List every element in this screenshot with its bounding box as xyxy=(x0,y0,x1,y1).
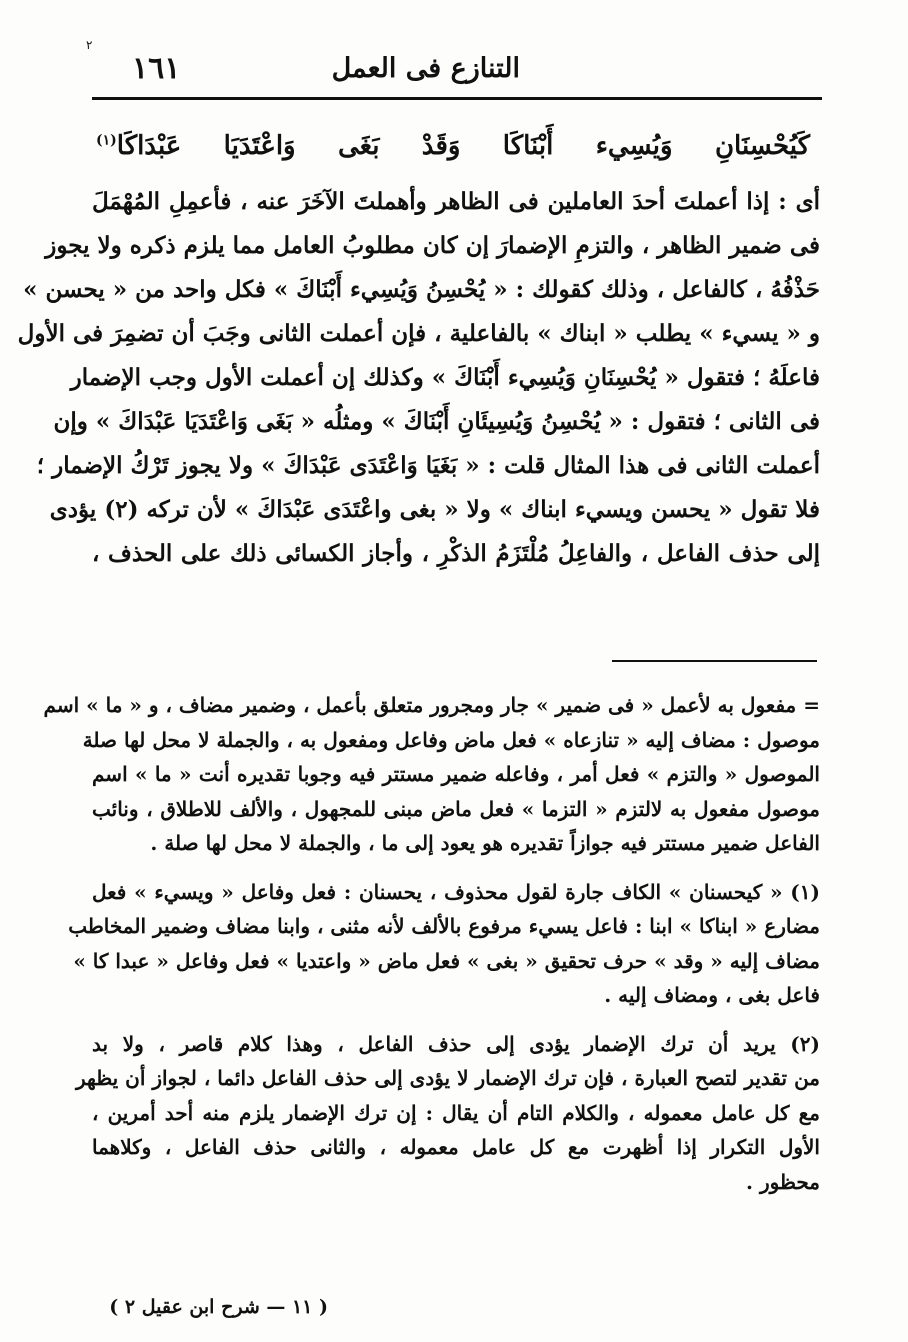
footnote-marker: (١) xyxy=(96,132,117,149)
page-footer: ( ١١ — شرح ابن عقيل ٢ ) xyxy=(109,1296,328,1318)
footnotes xyxy=(43,688,820,1199)
verse-word: وَقَدْ xyxy=(421,131,461,161)
verse-word: بَغَى xyxy=(337,131,380,161)
text-line: أعملت الثانى فى هذا المثال قلت : « بَغَيَا وَاعْتَدَى عَبْدَاكَ » ولا يجوز تَرْكُ الإضمار ؛ xyxy=(36,452,820,479)
page-header xyxy=(92,45,820,93)
footnote-line: موصول : مضاف إليه « تنازعاه » فعل ماض وفاعل ومفعول به ، والجملة لا محل لها صلة xyxy=(82,727,820,752)
footnote-line: الموصول « والتزم » فعل أمر ، وفاعله ضمير مستتر فيه وجوبا تقديره أنت « ما » اسم xyxy=(92,762,820,786)
footnote-line: موصول مفعول به لالتزم « التزما » فعل ماض مبنى للمجهول ، والألف للاطلاق ، ونائب xyxy=(92,796,820,821)
footnote-line: (٢) يريد أن ترك الإضمار يؤدى إلى حذف الفاعل ، وهذا كلام قاصر ، ولا بد xyxy=(92,1031,820,1056)
footnote-1 xyxy=(68,875,820,1013)
text-line: حَذْفُهُ ، كالفاعل ، وذلك كقولك : « يُحْسِنُ وَيُسِيء أَبْنَاكَ » فكل واحد من « يحسن » xyxy=(23,276,820,303)
verse-word: وَيُسِيء xyxy=(595,131,673,161)
footnote-line: مضاف إليه « وقد » حرف تحقيق « بغى » فعل ماض « واعتديا » فعل وفاعل « عبدا كا » xyxy=(73,948,820,973)
footnote-line: مع كل عامل معموله ، والكلام التام أن يقال : إن ترك الإضمار يلزم منه أحد أمرين ، xyxy=(92,1100,820,1125)
text-line: و « يسيء » يطلب « ابناك » بالفاعلية ، فإن أعملت الثانى وجَبَ أن تضمِرَ فى الأول xyxy=(17,320,820,347)
text-line: فاعلَهُ ؛ فتقول « يُحْسِنَانِ وَيُسِيء أَبْنَاكَ » وكذلك إن أعملت الأول وجب الإضمار xyxy=(70,364,820,391)
page-number: ١٦١ xyxy=(132,51,181,86)
verse-word-with-marker xyxy=(96,131,181,161)
verse-word: أَبْنَاكَا xyxy=(502,131,554,161)
corner-mark: ٢ xyxy=(86,38,93,52)
verse-word: كَيُحْسِنَانِ xyxy=(714,131,810,161)
main-text xyxy=(17,180,820,576)
footnote-line: (١) « كيحسنان » الكاف جارة لقول محذوف ، يحسنان : فعل وفاعل « ويسيء » فعل xyxy=(92,879,820,904)
footnote-line: فاعل بغى ، ومضاف إليه . xyxy=(604,983,820,1007)
text-line: إلى حذف الفاعل ، والفاعِلُ مُلْتَزَمُ الذكْرِ ، وأجاز الكسائى ذلك على الحذف ، xyxy=(92,540,820,567)
footnote-continued xyxy=(43,688,820,861)
text-line: فى الثانى ؛ فتقول : « يُحْسِنُ وَيُسِيئَانِ أَبْنَاكَ » ومثلُه « بَغَى وَاعْتَدَيَا عَبْدَاكَ » وإن xyxy=(53,408,820,435)
footnote-2 xyxy=(75,1027,820,1200)
footnote-line: مضارع « ابناكا » ابنا : فاعل يسيء مرفوع بالألف لأنه مثنى ، وابنا مضاف وضمير المخاطب xyxy=(68,914,820,938)
header-rule xyxy=(92,97,822,100)
text-line: أى : إذا أعملتَ أحدَ العاملين فى الظاهر وأهملتَ الآخَرَ عنه ، فأعمِلِ المُهْمَلَ xyxy=(92,188,820,215)
footnote-line: = مفعول به لأعمل « فى ضمير » جار ومجرور متعلق بأعمل ، وضمير مضاف ، و « ما » اسم xyxy=(43,693,820,717)
footnote-line: الأول التكرار إذا أظهرت مع كل عامل معموله ، والثانى حذف الفاعل ، وكلاهما xyxy=(92,1135,820,1159)
text-line: فلا تقول « يحسن ويسيء ابناك » ولا « بغى واعْتَدَى عَبْدَاكَ » لأن تركه (٢) يؤدى xyxy=(49,496,820,523)
page-title: التنازع فى العمل xyxy=(331,53,520,84)
footnote-line: الفاعل ضمير مستتر فيه جوازاً تقديره هو يعود إلى ما ، والجملة لا محل لها صلة . xyxy=(150,831,820,855)
verse-word: وَاعْتَدَيَا xyxy=(223,131,296,161)
footnote-separator xyxy=(612,660,817,662)
verse-line xyxy=(96,118,810,174)
footnote-line: محظور . xyxy=(746,1169,820,1194)
text-line: فى ضمير الظاهر ، والتزمِ الإضمارَ إن كان مطلوبُ العامل مما يلزم ذكره ولا يجوز xyxy=(45,232,820,259)
verse-word: عَبْدَاكَا xyxy=(116,131,182,161)
footnote-line: من تقدير لتصح العبارة ، فإن ترك الإضمار لا يؤدى إلى حذف الفاعل دائما ، لجواز أن يظهر xyxy=(75,1066,820,1090)
